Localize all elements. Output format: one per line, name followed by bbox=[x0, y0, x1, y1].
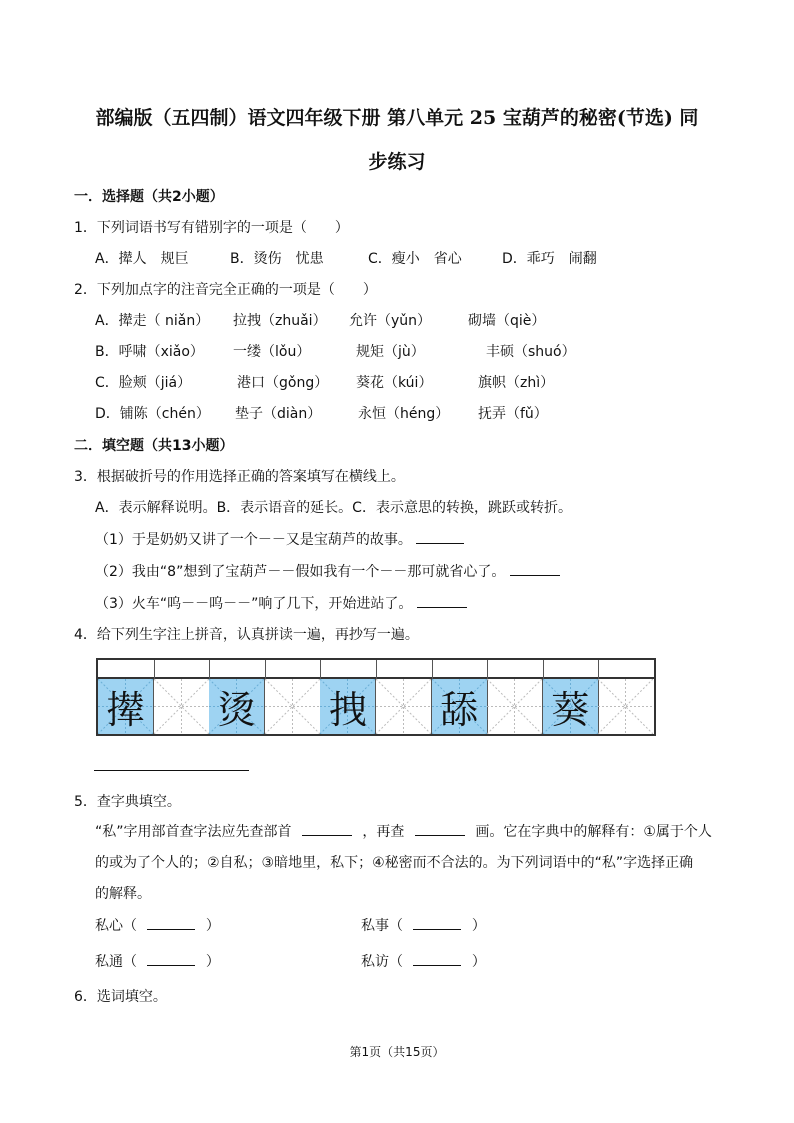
tianzige-guides bbox=[376, 679, 431, 734]
q5-word-sitong-blank[interactable] bbox=[147, 951, 195, 966]
pinyin-cell-divider bbox=[487, 660, 488, 679]
q2-b-4: 丰硕（shuó） bbox=[486, 344, 576, 360]
q2-b-2: 一缕（lǒu） bbox=[233, 344, 311, 360]
tianzige-guides bbox=[598, 679, 653, 734]
q5-word-sixin-close: ） bbox=[205, 918, 220, 934]
q3-item-2-text: （2）我由“8”想到了宝葫芦－－假如我有一个－－那可就省心了。 bbox=[95, 564, 506, 580]
q3-item-3 bbox=[95, 593, 467, 613]
q5-paragraph-line3: 的解释。 bbox=[95, 886, 151, 902]
q5-word-sitong bbox=[95, 951, 220, 971]
char-practice-cell[interactable] bbox=[154, 679, 210, 734]
q5-word-sixin-blank[interactable] bbox=[147, 915, 195, 930]
section1-heading: 一．选择题（共2小题） bbox=[74, 189, 224, 205]
q1-option-b: B．烫伤 忧患 bbox=[230, 251, 324, 267]
q2-d-3: 永恒（héng） bbox=[358, 406, 450, 422]
tianzige-guides bbox=[265, 679, 320, 734]
q1-option-a: A．撵人 规巨 bbox=[95, 251, 189, 267]
page-footer: 第1页（共15页） bbox=[349, 1045, 445, 1059]
pinyin-cell-divider bbox=[320, 660, 321, 679]
page-title-line1: 部编版（五四制）语文四年级下册 第八单元 25 宝葫芦的秘密(节选) 同 bbox=[95, 107, 699, 129]
q5-word-sitong-label: 私通（ bbox=[95, 954, 137, 970]
q4-stem: 4．给下列生字注上拼音，认真拼读一遍，再抄写一遍。 bbox=[74, 627, 419, 643]
q3-item-1-text: （1）于是奶奶又讲了一个－－又是宝葫芦的故事。 bbox=[95, 532, 412, 548]
page-title-line2: 步练习 bbox=[368, 151, 426, 173]
q5-paragraph-line2: 的或为了个人的；②自私；③暗地里，私下；④秘密而不合法的。为下列词语中的“私”字选择正确 bbox=[95, 855, 694, 871]
q2-a-4: 砌墙（qiè） bbox=[468, 313, 546, 329]
q2-stem: 2．下列加点字的注音完全正确的一项是（ ） bbox=[74, 282, 377, 298]
q1-stem: 1．下列词语书写有错别字的一项是（ ） bbox=[74, 220, 349, 236]
q5-word-sishi bbox=[361, 915, 486, 935]
char-practice-cell[interactable] bbox=[598, 679, 654, 734]
char-model-cell bbox=[209, 679, 265, 734]
q6-stem: 6．选词填空。 bbox=[74, 989, 167, 1005]
q2-a-2: 拉拽（zhuǎi） bbox=[233, 313, 327, 329]
q2-d-2: 垫子（diàn） bbox=[235, 406, 322, 422]
pinyin-cell-divider bbox=[432, 660, 433, 679]
q3-item-1-answer-blank[interactable] bbox=[416, 529, 464, 544]
q5-word-sifang bbox=[361, 951, 486, 971]
tianzige-guides bbox=[154, 679, 209, 734]
pinyin-cell-divider bbox=[376, 660, 377, 679]
char-practice-cell[interactable] bbox=[487, 679, 543, 734]
q1-option-d: D．乖巧 闹翻 bbox=[502, 251, 597, 267]
pinyin-cell-divider bbox=[543, 660, 544, 679]
q5-word-sifang-close: ） bbox=[471, 954, 486, 970]
q5-para-c: 画。它在字典中的解释有：①属于个人 bbox=[475, 824, 712, 840]
q5-stem: 5．查字典填空。 bbox=[74, 794, 181, 810]
char-model-cell bbox=[543, 679, 599, 734]
q5-strokes-blank[interactable] bbox=[415, 821, 465, 836]
q2-d-1: D．铺陈（chén） bbox=[95, 406, 210, 422]
q2-b-1: B．呼啸（xiǎo） bbox=[95, 344, 204, 360]
q5-paragraph-line1 bbox=[95, 821, 712, 841]
q2-b-3: 规矩（jù） bbox=[356, 344, 425, 360]
q3-item-1 bbox=[95, 529, 464, 549]
q3-item-3-text: （3）火车“呜－－呜－－”响了几下，开始进站了。 bbox=[95, 596, 413, 612]
q5-word-sitong-close: ） bbox=[205, 954, 220, 970]
pinyin-cell-divider bbox=[154, 660, 155, 679]
char-model-cell bbox=[98, 679, 154, 734]
q2-c-3: 葵花（kúi） bbox=[356, 375, 433, 391]
model-character: 拽 bbox=[328, 688, 367, 732]
pinyin-cell-divider bbox=[209, 660, 210, 679]
pinyin-cell-divider bbox=[598, 660, 599, 679]
q3-choices: A．表示解释说明。B．表示语音的延长。C．表示意思的转换，跳跃或转折。 bbox=[95, 500, 572, 516]
pinyin-cell-divider bbox=[265, 660, 266, 679]
q2-a-1: A．撵走（ niǎn） bbox=[95, 313, 210, 329]
q2-c-2: 港口（gǒng） bbox=[237, 375, 329, 391]
q3-item-2 bbox=[95, 561, 560, 581]
q5-radical-blank[interactable] bbox=[302, 821, 352, 836]
q2-a-3: 允许（yǔn） bbox=[349, 313, 432, 329]
q5-word-sishi-blank[interactable] bbox=[413, 915, 461, 930]
q5-word-sifang-blank[interactable] bbox=[413, 951, 461, 966]
q5-para-a: “私”字用部首查字法应先查部首 bbox=[95, 824, 292, 840]
char-practice-cell[interactable] bbox=[265, 679, 321, 734]
char-practice-cell[interactable] bbox=[376, 679, 432, 734]
q5-word-sishi-close: ） bbox=[471, 918, 486, 934]
q5-word-sixin bbox=[95, 915, 220, 935]
model-character: 烫 bbox=[217, 688, 256, 732]
q5-para-b: ，再查 bbox=[362, 824, 405, 840]
q3-item-3-answer-blank[interactable] bbox=[417, 593, 467, 608]
q2-c-4: 旗帜（zhì） bbox=[478, 375, 555, 391]
q4-answer-line[interactable] bbox=[94, 770, 249, 771]
writing-grid bbox=[96, 658, 656, 736]
q1-option-c: C．瘦小 省心 bbox=[368, 251, 462, 267]
q2-c-1: C．脸颊（jiá） bbox=[95, 375, 192, 391]
q3-stem: 3．根据破折号的作用选择正确的答案填写在横线上。 bbox=[74, 469, 405, 485]
section2-heading: 二．填空题（共13小题） bbox=[74, 438, 234, 454]
char-model-cell bbox=[432, 679, 488, 734]
q5-word-sifang-label: 私访（ bbox=[361, 954, 403, 970]
q5-word-sishi-label: 私事（ bbox=[361, 918, 403, 934]
model-character: 舔 bbox=[440, 688, 479, 732]
tianzige-guides bbox=[487, 679, 542, 734]
q2-d-4: 抚弄（fǔ） bbox=[478, 406, 548, 422]
char-model-cell bbox=[320, 679, 376, 734]
model-character: 葵 bbox=[551, 688, 590, 732]
q5-word-sixin-label: 私心（ bbox=[95, 918, 137, 934]
q3-item-2-answer-blank[interactable] bbox=[510, 561, 560, 576]
model-character: 撵 bbox=[106, 688, 145, 732]
